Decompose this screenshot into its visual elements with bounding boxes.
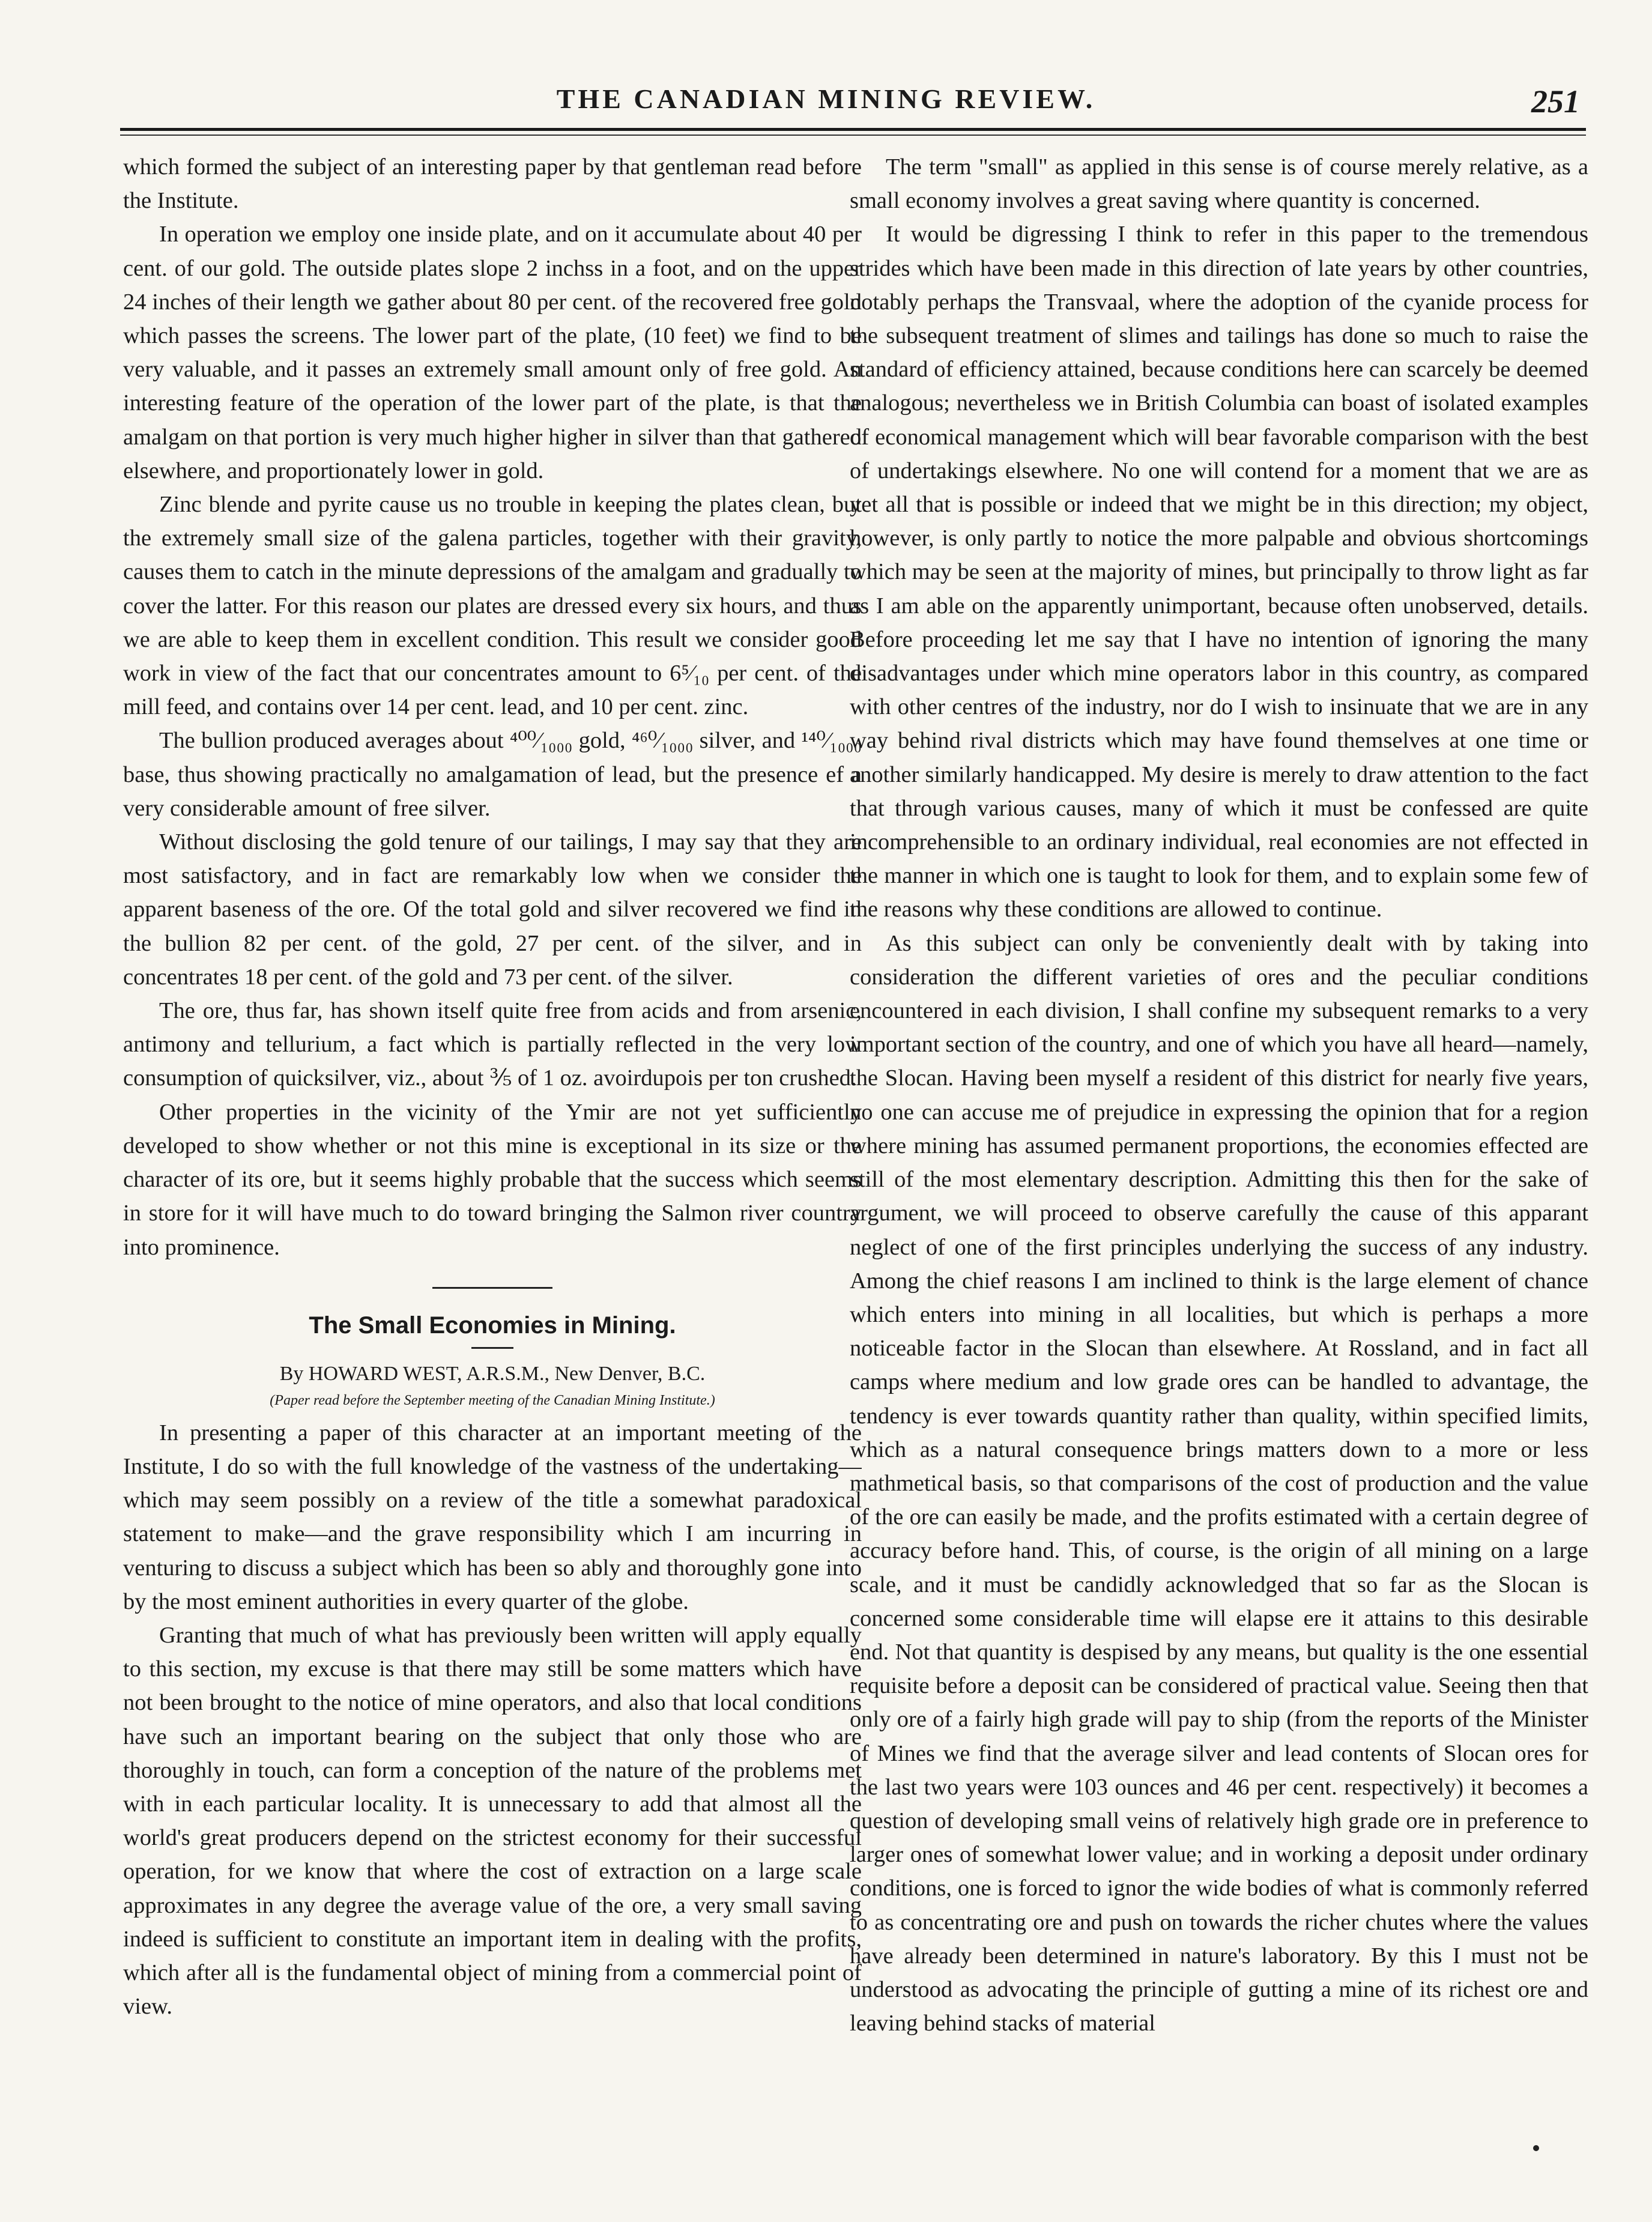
print-mark — [1533, 2145, 1539, 2151]
byline: By HOWARD WEST, A.R.S.M., New Denver, B.C. — [279, 1362, 706, 1385]
paragraph: The bullion produced averages about ⁴⁰⁰⁄₁₀₀₀ gold, ⁴⁶⁰⁄₁₀₀₀ silver, and ¹⁴⁰⁄₁₀₀₀ base, thus showing practically no amalgamation of lead, but the presence ef a very considerable amount of free silver. — [123, 728, 862, 821]
paragraph: The ore, thus far, has shown itself quite free from acids and from arsenic, antimony and tellurium, a fact which is partially reflected in the very low consumption of quicksilver, viz., about ⅗ of 1 oz. avoirdupois per ton crushed. — [123, 998, 862, 1091]
paragraph: which formed the subject of an interesting paper by that gentleman read before the Institute. — [123, 154, 862, 214]
article-title: The Small Economies in Mining. — [309, 1312, 676, 1339]
paper-note: (Paper read before the September meeting of the Canadian Mining Institute.) — [270, 1392, 715, 1408]
paragraph: In operation we employ one inside plate, and on it accumulate about 40 per cent. of our gold. The outside plates slope 2 inchss in a foot, and on the upper 24 inches of their length we gather about 80 per cent. of the recovered free gold which passes the screens. The lower part of the plate, (10 feet) we find to be very valuable, and it passes an extremely small amount only of free gold. An interesting feature of the operation of the lower part of the plate, is that the amalgam on that portion is very much higher higher in silver than that gathered elsewhere, and proportionately lower in gold. — [123, 222, 862, 483]
paragraph: The term "small" as applied in this sense is of course merely relative, as a small economy involves a great saving where quantity is concerned. — [850, 154, 1588, 214]
left-column — [123, 150, 862, 2192]
paragraph: Zinc blende and pyrite cause us no trouble in keeping the plates clean, but the extremely small size of the galena particles, together with their gravity, causes them to catch in the minute depressions of the amalgam and gradually to cover the latter. For this reason our plates are dressed every six hours, and thus we are able to keep them in excellent condition. This result we consider good work in view of the fact that our concentrates amount to 6⁵⁄₁₀ per cent. of the mill feed, and contains over 14 per cent. lead, and 10 per cent. zinc. — [123, 492, 862, 720]
header-subrule — [120, 135, 1586, 136]
page-header — [0, 0, 1652, 120]
paragraph: It would be digressing I think to refer in this paper to the tremendous strides which have been made in this direction of late years by other countries, notably perhaps the Transvaal, where the adoption of the cyanide process for the subsequent treatment of slimes and tailings has done so much to raise the standard of efficiency attained, because conditions here can scarcely be deemed analogous; nevertheless we in British Columbia can boast of isolated examples of economical management which will bear favorable comparison with the best of undertakings elsewhere. No one will contend for a moment that we are as yet all that is possible or indeed that we might be in this direction; my object, however, is only partly to notice the more palpable and obvious shortcomings which may be seen at the majority of mines, but principally to throw light as far as I am able on the apparently unimportant, because often unobserved, details. Before proceeding let me say that I have no intention of ignoring the many disadvantages under which mine operators labor in this country, as compared with other centres of the industry, nor do I wish to insinuate that we are in any way behind rival districts which may have found themselves at one time or another similarly handicapped. My desire is merely to draw attention to the fact that through various causes, many of which it must be confessed are quite incomprehensible to an ordinary individual, real economies are not effected in the manner in which one is taught to look for them, and to explain some few of the reasons why these conditions are allowed to continue. — [850, 222, 1588, 922]
right-column — [850, 150, 1588, 2192]
journal-title: THE CANADIAN MINING REVIEW. — [556, 83, 1096, 114]
page-number: 251 — [1531, 83, 1580, 120]
paragraph: Other properties in the vicinity of the Ymir are not yet sufficiently developed to show whether or not this mine is exceptional in its size or the character of its ore, but it seems highly probable that the success which seems in store for it will have much to do toward bringing the Salmon river country into prominence. — [123, 1099, 862, 1260]
title-rule — [471, 1347, 513, 1349]
paragraph: Without disclosing the gold tenure of our tailings, I may say that they are most satisfactory, and in fact are remarkably low when we consider the apparent baseness of the ore. Of the total gold and silver recovered we find in the bullion 82 per cent. of the gold, 27 per cent. of the silver, and in concentrates 18 per cent. of the gold and 73 per cent. of the silver. — [123, 829, 862, 990]
article-divider — [123, 1264, 862, 1307]
paragraph: In presenting a paper of this character at an important meeting of the Institute, I do so with the full knowledge of the vastness of the undertaking—which may seem possibly on a review of the title a somewhat paradoxical statement to make—and the grave responsibility which I am incurring in venturing to discuss a subject which has been so ably and thoroughly gone into by the most eminent authorities in every quarter of the globe. — [123, 1420, 862, 1614]
header-rule — [120, 128, 1586, 131]
paragraph: As this subject can only be conveniently dealt with by taking into consideration the different varieties of ores and the peculiar conditions encountered in each division, I shall confine my subsequent remarks to a very important section of the country, and one of which you have all heard—namely, the Slocan. Having been myself a resident of this district for nearly five years, no one can accuse me of prejudice in expressing the opinion that for a region where mining has assumed permanent proportions, the economies effected are still of the most elementary description. Admitting this then for the sake of argument, we will proceed to observe carefully the cause of this apparant neglect of one of the first principles underlying the success of any industry. Among the chief reasons I am inclined to think is the large element of chance which enters into mining in all localities, but which is perhaps a more noticeable factor in the Slocan than elsewhere. At Rossland, and in fact all camps where medium and low grade ores can be handled to advantage, the tendency is ever towards quantity rather than quality, within specified limits, which as a natural consequence brings matters down to a more or less mathmetical basis, so that comparisons of the cost of production and the value of the ore can easily be made, and the profits estimated with a certain degree of accuracy before hand. This, of course, is the origin of all mining on a large scale, and it must be candidly acknowledged that so far as the Slocan is concerned some considerable time will elapse ere it attains to this desirable end. Not that quantity is despised by any means, but quality is the one essential requisite before a deposit can be considered of practical value. Seeing then that only ore of a fairly high grade will pay to ship (from the reports of the Minister of Mines we find that the average silver and lead contents of Slocan ores for the last two years were 103 ounces and 46 per cent. respectively) it becomes a question of developing small veins of relatively high grade ore in preference to larger ones of somewhat lower value; and in working a deposit under ordinary conditions, one is forced to ignor the wide bodies of what is commonly referred to as concentrating ore and push on towards the richer chutes where the values have already been determined in nature's laboratory. By this I must not be understood as advocating the principle of gutting a mine of its richest ore and leaving behind stacks of material — [850, 930, 1588, 2036]
paragraph: Granting that much of what has previously been written will apply equally to this section, my excuse is that there may still be some matters which have not been brought to the notice of mine operators, and also that local conditions have such an important bearing on the subject that only those who are thoroughly in touch, can form a conception of the nature of the problems met with in each particular locality. It is unnecessary to add that almost all the world's great producers depend on the strictest economy for their successful operation, for we know that where the cost of extraction on a large scale approximates in any degree the average value of the ore, a very small saving indeed is sufficient to constitute an important item in dealing with the profits, which after all is the fundamental object of mining from a commercial point of view. — [123, 1622, 862, 2020]
